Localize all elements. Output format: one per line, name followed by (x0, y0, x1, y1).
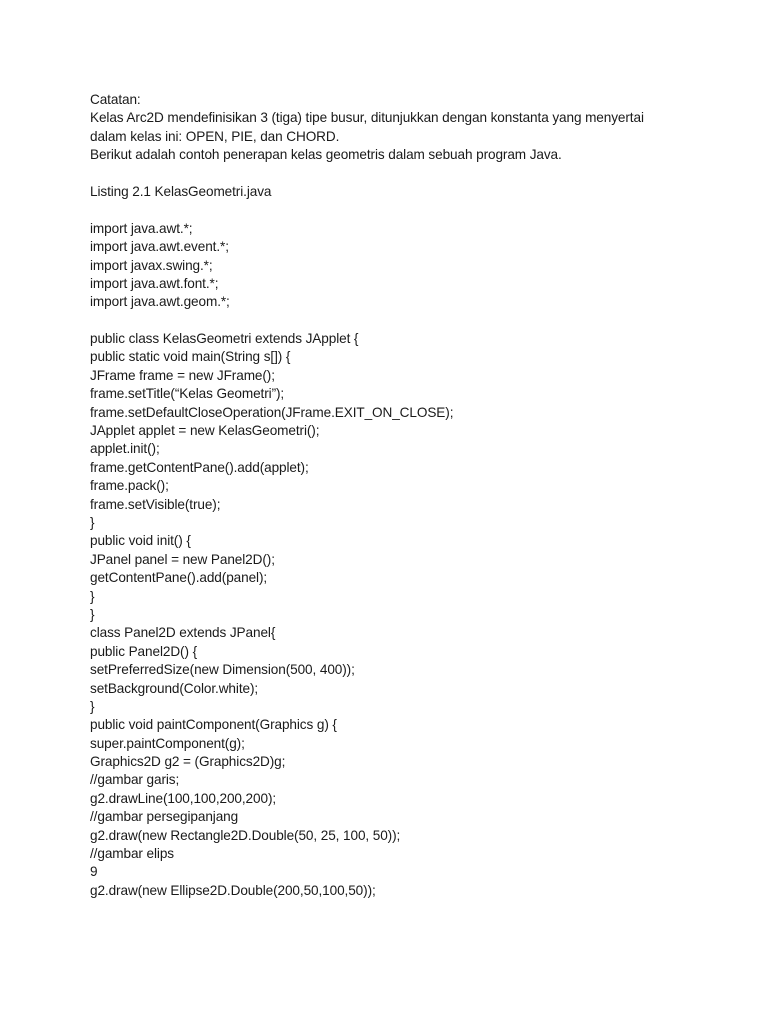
code-line: JApplet applet = new KelasGeometri(); (90, 423, 320, 439)
code-line: 9 (90, 864, 98, 880)
intro-line: Catatan: (90, 92, 141, 107)
import-block (90, 220, 730, 312)
code-line: public void init() { (90, 533, 191, 549)
code-line: setPreferredSize(new Dimension(500, 400)); (90, 662, 355, 678)
code-line: public void paintComponent(Graphics g) { (90, 717, 337, 733)
code-line: g2.draw(new Rectangle2D.Double(50, 25, 100, 50)); (90, 827, 401, 843)
intro-line: Berikut adalah contoh penerapan kelas geometris dalam sebuah program Java. (90, 147, 562, 163)
code-line: //gambar persegipanjang (90, 809, 239, 825)
code-line: } (90, 606, 95, 622)
code-line: frame.setVisible(true); (90, 496, 221, 512)
import-line: import java.awt.event.*; (90, 239, 229, 255)
code-line: //gambar garis; (90, 772, 180, 788)
code-line: frame.setDefaultCloseOperation(JFrame.EXIT_ON_CLOSE); (90, 404, 454, 420)
code-line: getContentPane().add(panel); (90, 570, 268, 586)
import-line: import java.awt.font.*; (90, 275, 219, 291)
code-line: setBackground(Color.white); (90, 680, 259, 696)
code-line: //gambar elips (90, 846, 174, 862)
intro-line: dalam kelas ini: OPEN, PIE, dan CHORD. (90, 128, 340, 144)
code-line: applet.init(); (90, 441, 160, 457)
import-line: import javax.swing.*; (90, 257, 213, 273)
code-line: g2.draw(new Ellipse2D.Double(200,50,100,50)); (90, 882, 376, 898)
code-line: super.paintComponent(g); (90, 735, 245, 751)
document-page (90, 91, 730, 900)
code-line: frame.getContentPane().add(applet); (90, 459, 309, 475)
listing-title: Listing 2.1 KelasGeometri.java (90, 183, 272, 199)
code-line: frame.setTitle(“Kelas Geometri”); (90, 386, 285, 402)
code-line: Graphics2D g2 = (Graphics2D)g; (90, 754, 286, 770)
code-line: JFrame frame = new JFrame(); (90, 367, 275, 383)
spacer (90, 312, 730, 330)
code-line: class Panel2D extends JPanel{ (90, 625, 276, 641)
code-line: } (90, 514, 95, 530)
spacer (90, 201, 730, 219)
code-line: public Panel2D() { (90, 643, 198, 659)
intro-line: Kelas Arc2D mendefinisikan 3 (tiga) tipe busur, ditunjukkan dengan konstanta yang menyertai (90, 110, 644, 126)
spacer (90, 165, 730, 183)
code-line: g2.drawLine(100,100,200,200); (90, 790, 277, 806)
code-block (90, 330, 730, 900)
import-line: import java.awt.geom.*; (90, 294, 230, 310)
code-line: } (90, 588, 95, 604)
code-line: public static void main(String s[]) { (90, 349, 291, 365)
code-line: JPanel panel = new Panel2D(); (90, 551, 275, 567)
import-line: import java.awt.*; (90, 220, 193, 236)
code-line: } (90, 698, 95, 714)
code-line: frame.pack(); (90, 478, 169, 494)
code-line: public class KelasGeometri extends JApplet { (90, 331, 359, 347)
